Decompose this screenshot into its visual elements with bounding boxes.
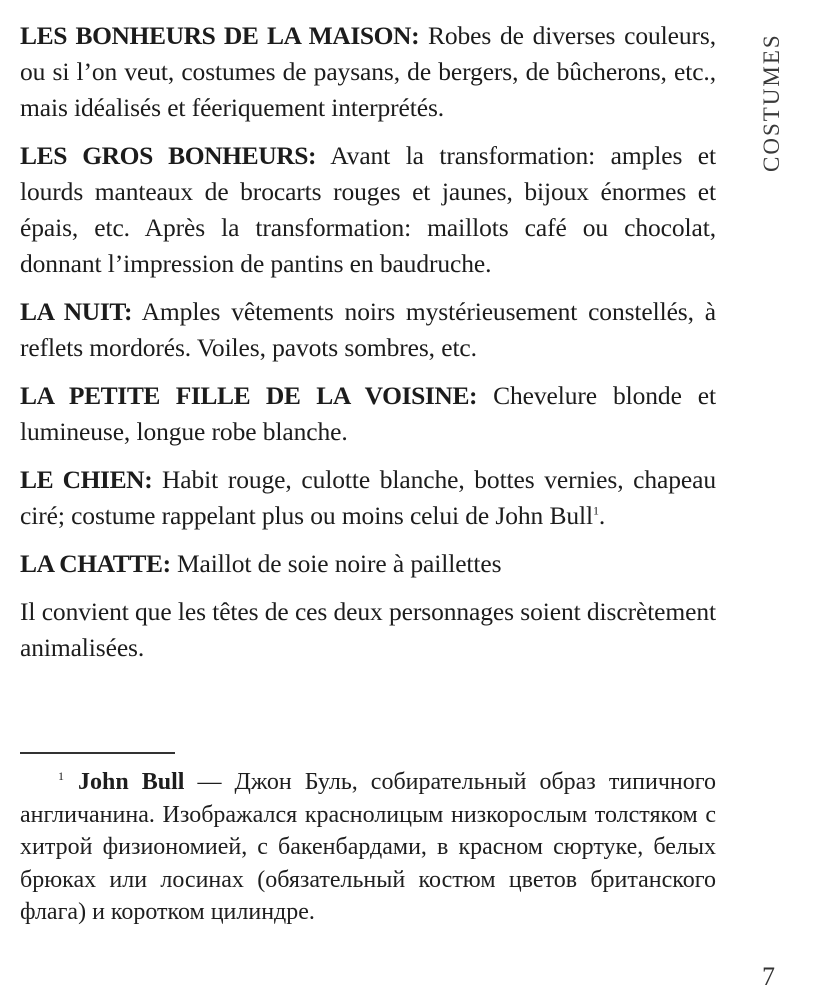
entry-label: LA NUIT: bbox=[20, 297, 133, 326]
closing-paragraph: Il convient que les têtes de ces deux personnages soient discrètement animalisées. bbox=[20, 597, 716, 662]
entry-label: LA CHATTE: bbox=[20, 549, 171, 578]
entry-label: LES GROS BONHEURS: bbox=[20, 141, 317, 170]
running-head: COSTUMES bbox=[759, 33, 784, 172]
footnote-mark: 1 bbox=[58, 769, 64, 783]
entry-text: Amples vêtements noirs mystérieusement constellés, à reflets mordorés. Voiles, pavots sombres, etc. bbox=[20, 297, 716, 362]
entry-text: Habit rouge, culotte blanche, bottes vernies, chapeau ciré; costume rappelant plus ou moins celui de John Bull bbox=[20, 465, 716, 530]
entry-text: Maillot de soie noire à paillettes bbox=[170, 549, 502, 578]
page-body bbox=[20, 18, 716, 678]
entry-text: Avant la transformation: amples et lourds manteaux de brocarts rouges et jaunes, bijoux énormes et épais, etc. Après la transformation: maillots café ou chocolat, donnant l’impression de pantins en baudruche. bbox=[20, 141, 717, 278]
costume-entry-bonheurs-maison bbox=[20, 18, 716, 126]
footnote-body bbox=[20, 766, 716, 929]
costume-entry-chatte bbox=[20, 546, 716, 582]
costume-entry-nuit bbox=[20, 294, 716, 366]
entry-text: Chevelure blonde et lumineuse, longue robe blanche. bbox=[20, 381, 716, 446]
costume-entry-gros-bonheurs bbox=[20, 138, 716, 282]
footnote-term: John Bull bbox=[78, 769, 185, 795]
entry-text-end: . bbox=[598, 501, 606, 530]
entry-label: LA PETITE FILLE DE LA VOISINE: bbox=[20, 381, 478, 410]
footnote-divider bbox=[20, 752, 175, 754]
costume-entry-petite-fille bbox=[20, 378, 716, 450]
page-number: 7 bbox=[762, 962, 775, 991]
entry-text: Robes de diverses couleurs, ou si l’on veut, costumes de paysans, de bergers, de bûcherons, etc., mais idéalisés et féeriquement interprétés. bbox=[20, 21, 716, 122]
footnote-text: — Джон Буль, собирательный образ типичного англичанина. Изображался краснолицым низкорослым толстяком с хитрой физиономией, с бакенбардами, в красном сюртуке, белых брюках или лосинах (обязательный костюм цветов британского флага) и коротком цилиндре. bbox=[20, 769, 716, 925]
footnote-reference[interactable]: 1 bbox=[593, 503, 599, 518]
entry-label: LES BONHEURS DE LA MAISON: bbox=[20, 21, 420, 50]
footnote bbox=[20, 766, 716, 929]
costume-entry-chien bbox=[20, 462, 716, 534]
entry-label: LE CHIEN: bbox=[20, 465, 153, 494]
